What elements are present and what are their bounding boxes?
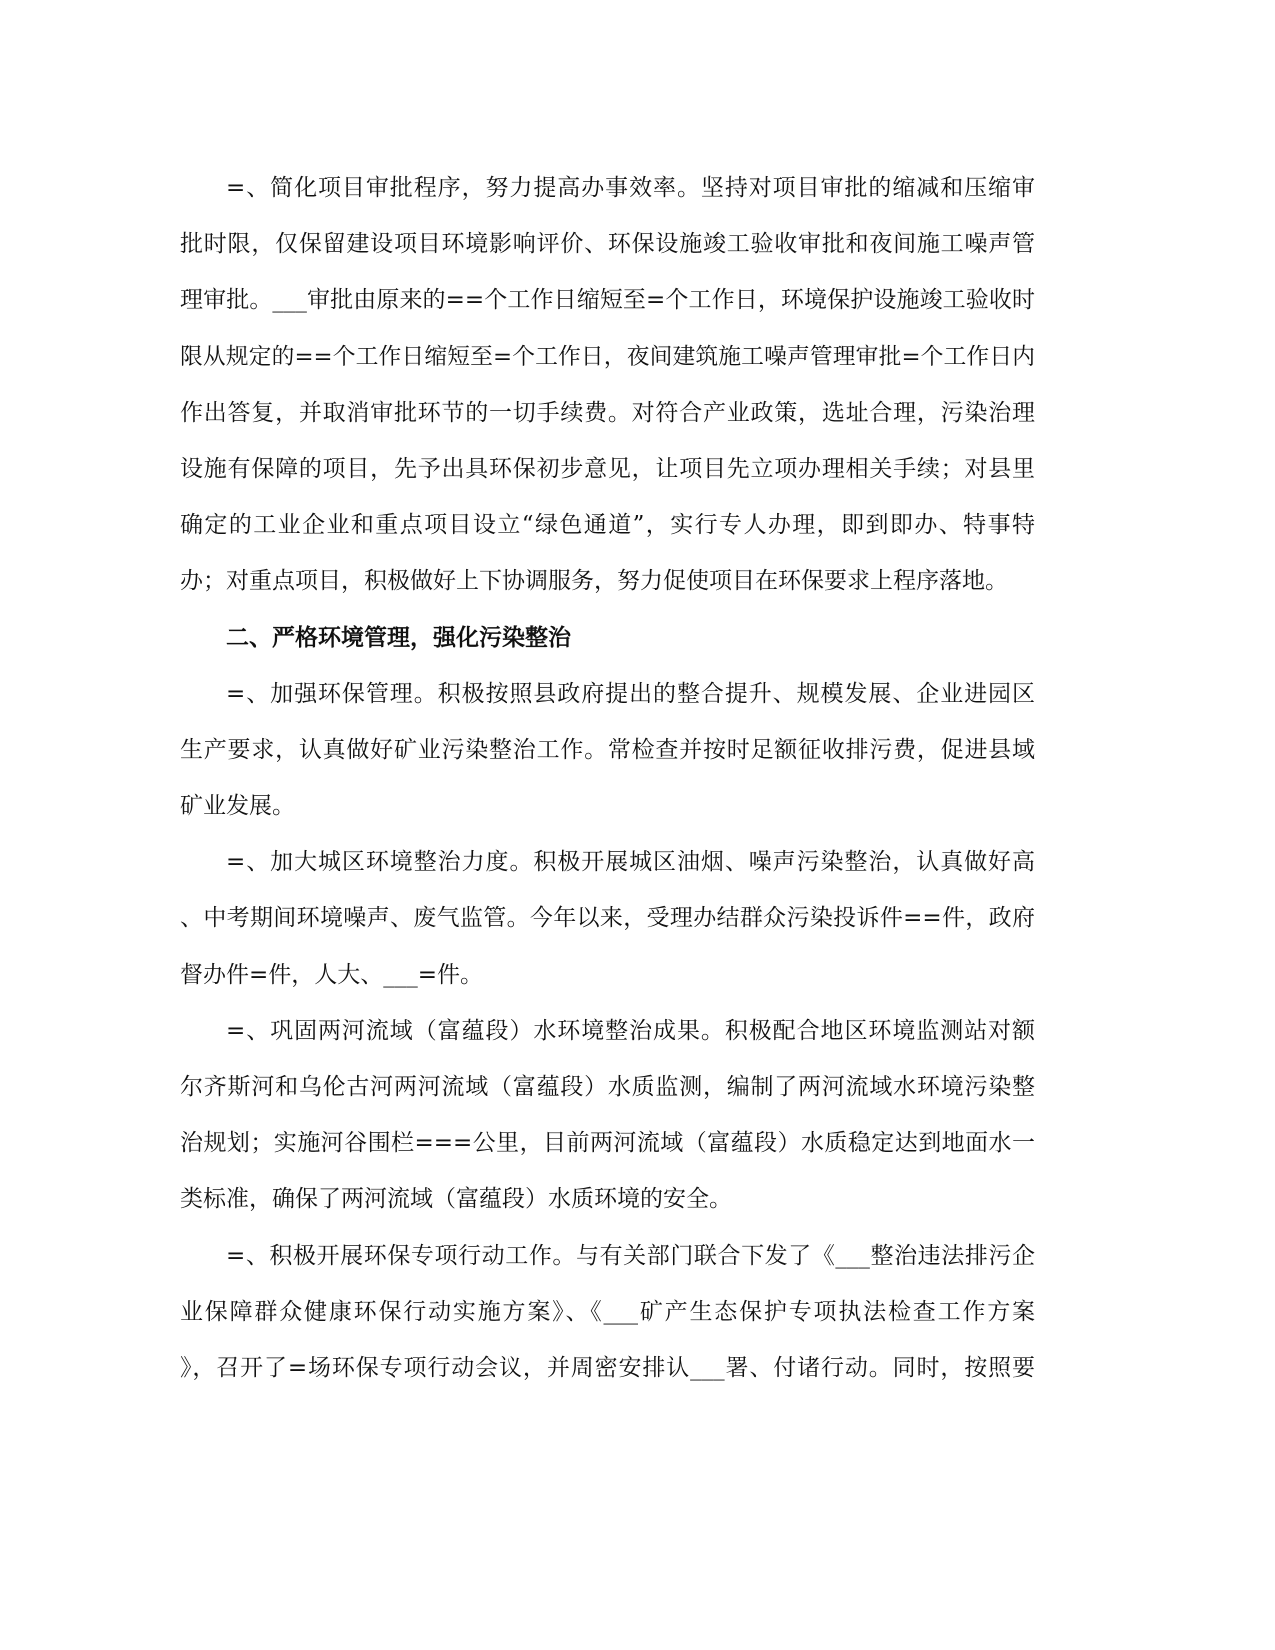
paragraph-3-line-3: 督办件=件，人大、___=件。 (180, 961, 484, 988)
paragraph-2-line-2: 生产要求，认真做好矿业污染整治工作。常检查并按时足额征收排污费，促进县域 (180, 736, 1035, 763)
paragraph-1-line-3: 理审批。___审批由原来的==个工作日缩短至=个工作日，环境保护设施竣工验收时 (180, 287, 1035, 314)
paragraph-1-line-2: 批时限，仅保留建设项目环境影响评价、环保设施竣工验收审批和夜间施工噪声管 (180, 231, 1035, 258)
paragraph-1-line-4: 限从规定的==个工作日缩短至=个工作日，夜间建筑施工噪声管理审批=个工作日内 (180, 343, 1035, 370)
paragraph-3-line-2: 、中考期间环境噪声、废气监管。今年以来，受理办结群众污染投诉件==件，政府 (180, 905, 1035, 932)
paragraph-5-line-2: 业保障群众健康环保行动实施方案》、《___矿产生态保护专项执法检查工作方案 (180, 1298, 1035, 1325)
paragraph-4-line-1: =、巩固两河流域（富蕴段）水环境整治成果。积极配合地区环境监测站对额 (226, 1017, 1035, 1044)
paragraph-1-line-7: 确定的工业企业和重点项目设立“绿色通道”，实行专人办理，即到即办、特事特 (180, 512, 1035, 539)
section-heading: 二、严格环境管理，强化污染整治 (226, 624, 571, 651)
paragraph-4-line-3: 治规划；实施河谷围栏===公里，目前两河流域（富蕴段）水质稳定达到地面水一 (180, 1130, 1035, 1157)
paragraph-2-line-1: =、加强环保管理。积极按照县政府提出的整合提升、规模发展、企业进园区 (226, 680, 1035, 707)
paragraph-3-line-1: =、加大城区环境整治力度。积极开展城区油烟、噪声污染整治，认真做好高 (226, 849, 1035, 876)
paragraph-4-line-4: 类标准，确保了两河流域（富蕴段）水质环境的安全。 (180, 1186, 732, 1213)
paragraph-4-line-2: 尔齐斯河和乌伦古河两河流域（富蕴段）水质监测，编制了两河流域水环境污染整 (180, 1074, 1035, 1100)
paragraph-1-line-8: 办；对重点项目，积极做好上下协调服务，努力促使项目在环保要求上程序落地。 (180, 568, 1008, 595)
paragraph-1-line-1: =、简化项目审批程序，努力提高办事效率。坚持对项目审批的缩减和压缩审 (226, 175, 1035, 201)
paragraph-5-line-1: =、积极开展环保专项行动工作。与有关部门联合下发了《___整治违法排污企 (226, 1242, 1035, 1269)
paragraph-2-line-3: 矿业发展。 (180, 793, 295, 820)
document-body (180, 160, 1035, 1396)
paragraph-5-line-3: 》，召开了=场环保专项行动会议，并周密安排认___署、付诸行动。同时，按照要 (180, 1354, 1035, 1381)
paragraph-1-line-5: 作出答复，并取消审批环节的一切手续费。对符合产业政策，选址合理，污染治理 (180, 399, 1035, 426)
paragraph-1-line-6: 设施有保障的项目，先予出具环保初步意见，让项目先立项办理相关手续；对县里 (180, 455, 1035, 482)
